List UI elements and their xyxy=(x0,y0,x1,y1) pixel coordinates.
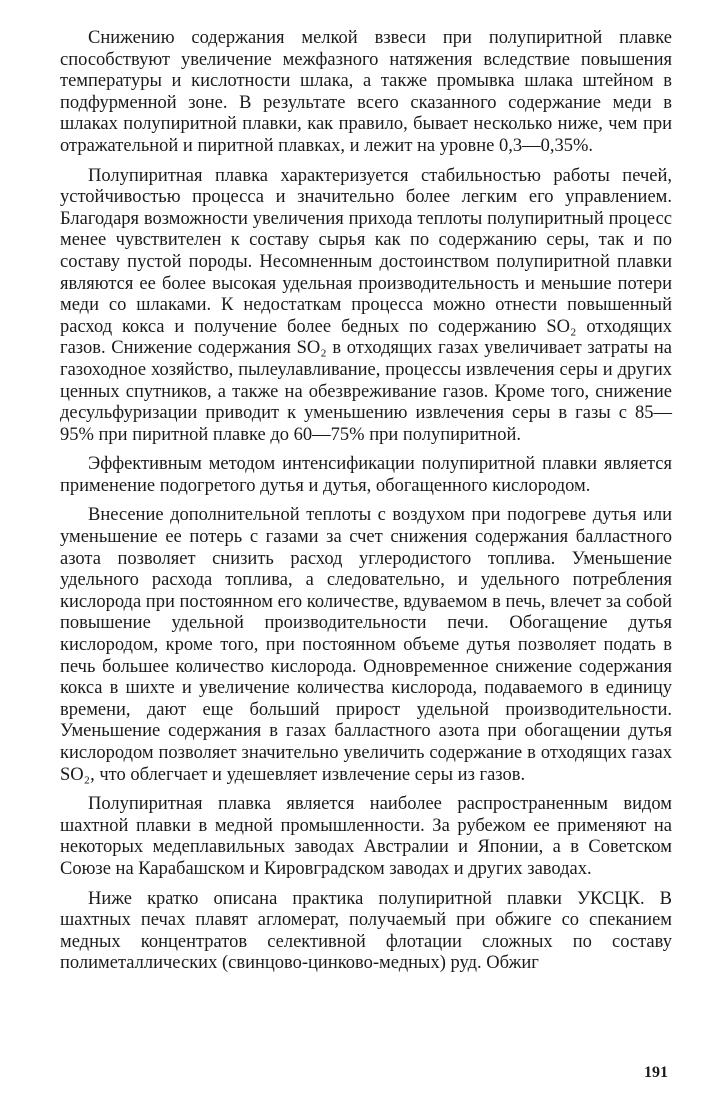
paragraph-1: Снижению содержания мелкой взвеси при полупиритной плавке способствуют увеличение межфазного натяжения вследствие повышения температуры и кислотности шлака, а также промывка шлака штейном в подфурменной зоне. В результате всего сказанного содержание меди в шлаках полупиритной плавки, как правило, бывает несколько ниже, чем при отражательной и пиритной плавках, и лежит на уровне 0,3—0,35%. xyxy=(60,28,672,156)
paragraph-5: Полупиритная плавка является наиболее распространенным видом шахтной плавки в медной промышленности. За рубежом ее применяют на некоторых медеплавильных заводах Австралии и Японии, а в Советском Союзе на Карабашском и Кировградском заводах и других заводах. xyxy=(60,794,672,879)
page-number: 191 xyxy=(644,1064,668,1081)
paragraph-2: Полупиритная плавка характеризуется стабильностью работы печей, устойчивостью процесса и значительно более легким его управлением. Благодаря возможности увеличения прихода теплоты полупиритный процесс менее чувствителен к составу сырья как по содержанию серы, так и по составу пустой породы. Несомненным достоинством полупиритной плавки являются ее более высокая удельная производительность и меньшие потери меди со шлаками. К недостаткам процесса можно отнести повышенный расход кокса и получение более бедных по содержанию SO₂ отходящих газов. Снижение содержания SO₂ в отходящих газах увеличивает затраты на газоходное хозяйство, пылеулавливание, процессы извлечения серы и других ценных спутников, а также на обезвреживание газов. Кроме того, снижение десульфуризации приводит к уменьшению извлечения серы в газы с 85—95% при пиритной плавке до 60—75% при полупиритной. xyxy=(60,165,672,445)
paragraph-4: Внесение дополнительной теплоты с воздухом при подогреве дутья или уменьшение ее потерь с газами за счет снижения содержания балластного азота позволяет снизить расход углеродистого топлива. Уменьшение удельного расхода топлива, а следовательно, и удельного потребления кислорода при постоянном его количестве, вдуваемом в печь, влечет за собой повышение удельной производительности печи. Обогащение дутья кислородом, кроме того, при постоянном объеме дутья позволяет подать в печь большее количество кислорода. Одновременное снижение содержания кокса в шихте и увеличение количества кислорода, подаваемого в единицу времени, дают еще больший прирост удельной производительности. Уменьшение содержания в газах балластного азота при обогащении дутья кислородом позволяет значительно увеличить содержание в отходящих газах SO₂, что облегчает и удешевляет извлечение серы из газов. xyxy=(60,505,672,785)
paragraph-3: Эффективным методом интенсификации полупиритной плавки является применение подогретого дутья и дутья, обогащенного кислородом. xyxy=(60,454,672,496)
paragraph-6: Ниже кратко описана практика полупиритной плавки УКСЦК. В шахтных печах плавят агломерат, получаемый при обжиге со спеканием медных концентратов селективной флотации сложных по составу полиметаллических (свинцово-цинково-медных) руд. Обжиг xyxy=(60,888,672,974)
page-body xyxy=(60,28,672,983)
